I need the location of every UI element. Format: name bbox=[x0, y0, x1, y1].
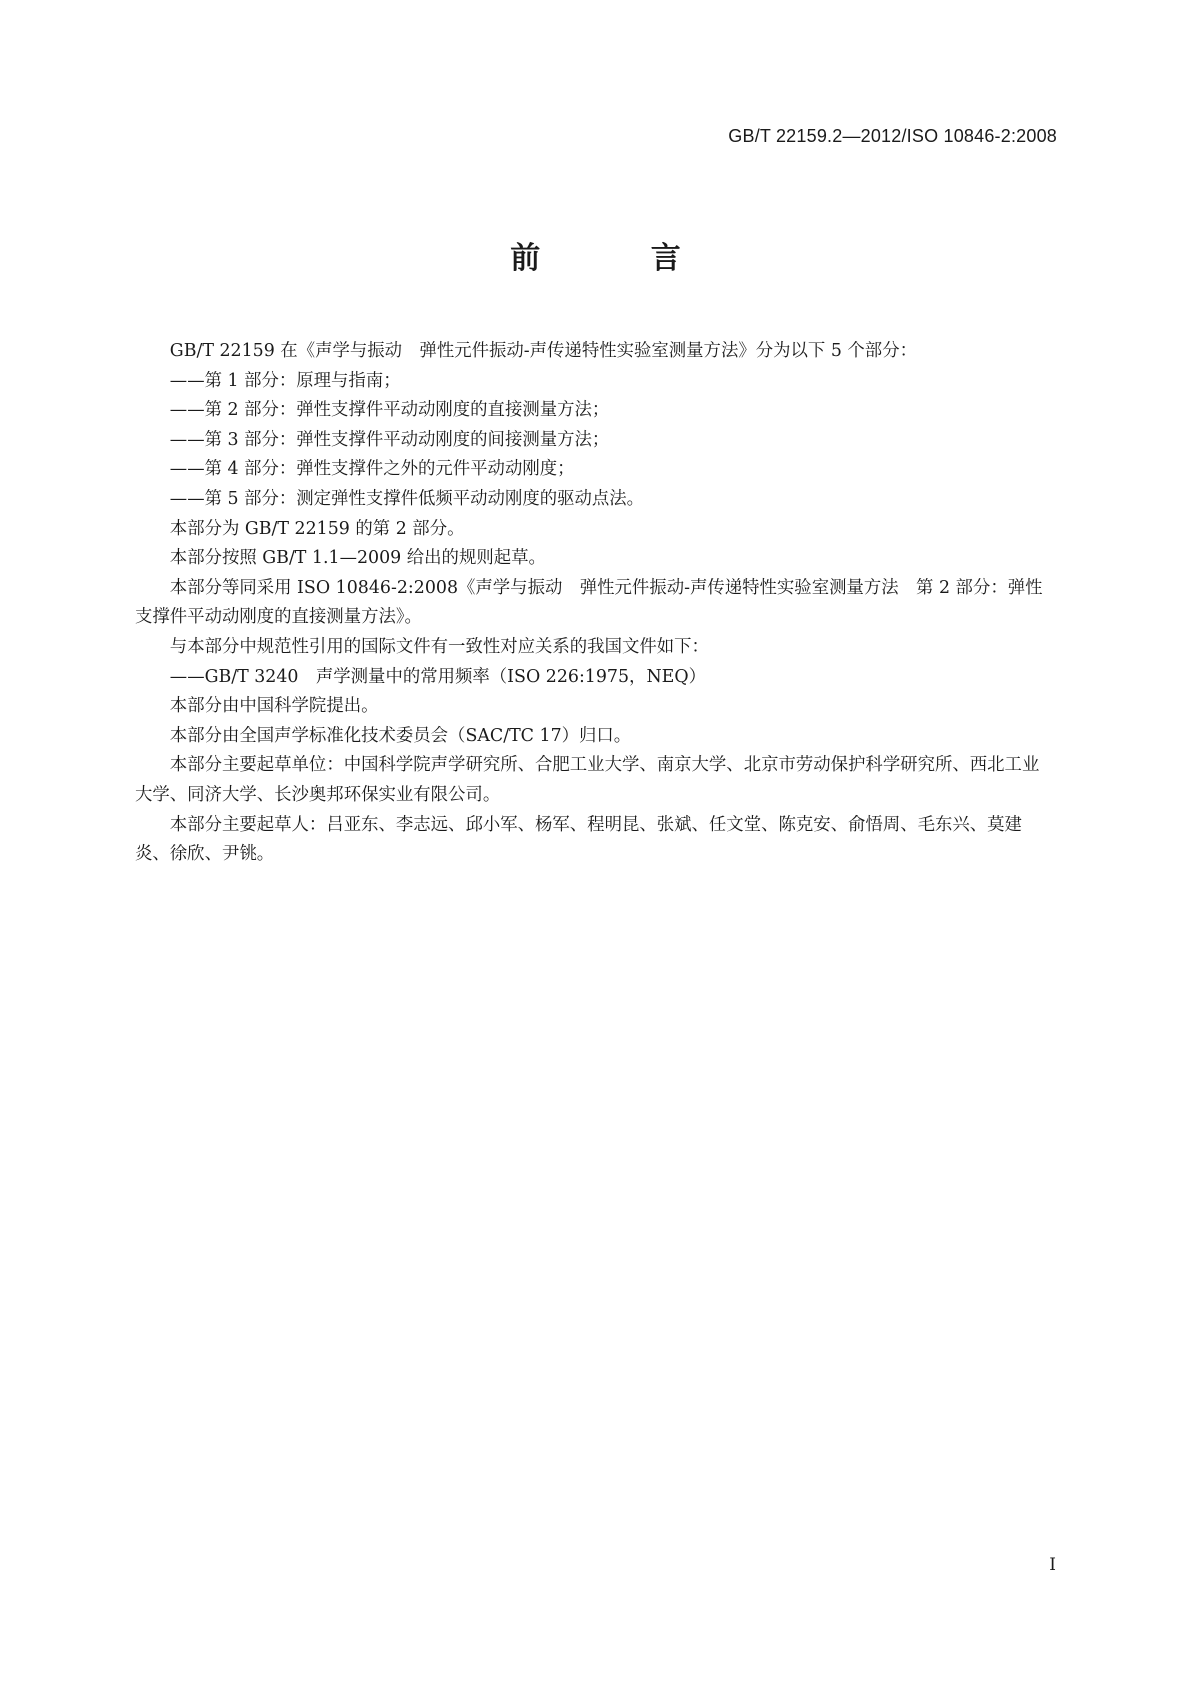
list-item-part-5: ——第 5 部分：测定弹性支撑件低频平动动刚度的驱动点法。 bbox=[169, 488, 645, 509]
paragraph-centralized-by: 本部分由全国声学标准化技术委员会（SAC/TC 17）归口。 bbox=[169, 725, 632, 746]
paragraph-proposed-by: 本部分由中国科学院提出。 bbox=[169, 696, 379, 717]
list-item-part-1: ——第 1 部分：原理与指南； bbox=[169, 370, 401, 391]
paragraph-drafting-rules: 本部分按照 GB/T 1.1—2009 给出的规则起草。 bbox=[169, 548, 546, 569]
list-item-part-3: ——第 3 部分：弹性支撑件平动动刚度的间接测量方法； bbox=[169, 429, 610, 450]
standard-number: GB/T 22159.2—2012/ISO 10846-2:2008 bbox=[728, 126, 1057, 146]
paragraph-drafters: 本部分主要起草人：吕亚东、李志远、邱小军、杨军、程明昆、张斌、任文堂、陈克安、俞悟周、毛东兴、莫建炎、徐欣、尹铫。 bbox=[135, 814, 1022, 865]
paragraph-parts-intro: GB/T 22159 在《声学与振动 弹性元件振动-声传递特性实验室测量方法》分为以下 5 个部分： bbox=[169, 341, 917, 361]
paragraph-this-part: 本部分为 GB/T 22159 的第 2 部分。 bbox=[169, 518, 465, 539]
foreword-body bbox=[135, 337, 1056, 870]
list-item-gbt3240: ——GB/T 3240 声学测量中的常用频率（ISO 226:1975，NEQ） bbox=[169, 666, 707, 687]
paragraph-correspondence: 与本部分中规范性引用的国际文件有一致性对应关系的我国文件如下： bbox=[169, 636, 709, 657]
list-item-part-2: ——第 2 部分：弹性支撑件平动动刚度的直接测量方法； bbox=[169, 400, 610, 421]
page-number: I bbox=[1049, 1555, 1056, 1575]
list-item-part-4: ——第 4 部分：弹性支撑件之外的元件平动动刚度； bbox=[169, 459, 575, 480]
page-title: 前 言 bbox=[510, 241, 731, 276]
paragraph-equivalence: 本部分等同采用 ISO 10846-2:2008《声学与振动 弹性元件振动-声传递特性实验室测量方法 第 2 部分：弹性支撑件平动动刚度的直接测量方法》。 bbox=[135, 577, 1043, 628]
paragraph-drafting-units: 本部分主要起草单位：中国科学院声学研究所、合肥工业大学、南京大学、北京市劳动保护科学研究所、西北工业大学、同济大学、长沙奥邦环保实业有限公司。 bbox=[135, 755, 1040, 805]
